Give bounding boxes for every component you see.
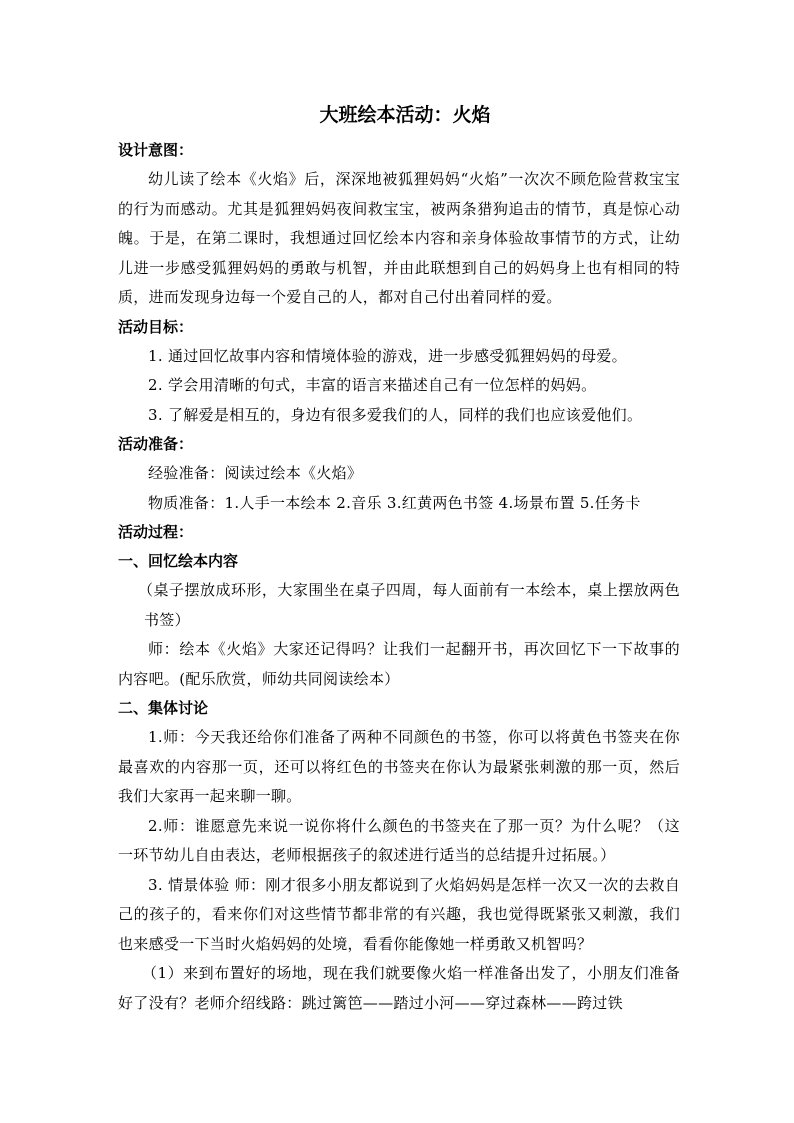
preparation-experience: 经验准备：阅读过绘本《火焰》	[148, 464, 363, 482]
heading-preparation: 活动准备：	[118, 435, 194, 453]
heading-process: 活动过程：	[118, 523, 194, 541]
part2-step1: 1.师：今天我还给你们准备了两种不同颜色的书签，你可以将黄色书签夹在你最喜欢的内容那一页，还可以将红色的书签夹在你认为最紧张刺激的那一页，然后我们大家再一起来聊一聊。	[118, 728, 680, 805]
part2-step3-1: （1）来到布置好的场地，现在我们就要像火焰一样准备出发了，小朋友们准备好了没有？老师介绍线路：跳过篱笆——踏过小河——穿过森林——跨过铁	[118, 964, 680, 1012]
design-intent-paragraph: 幼儿读了绘本《火焰》后，深深地被狐狸妈妈“火焰”一次次不顾危险营救宝宝的行为而感动。尤其是狐狸妈妈夜间救宝宝，被两条猎狗追击的情节，真是惊心动魄。于是，在第二课时，我想通过回忆绘本内容和亲身体验故事情节的方式，让幼儿进一步感受狐狸妈妈的勇敢与机智，并由此联想到自己的妈妈身上也有相同的特质，进而发现身边每一个爱自己的人，都对自己付出着同样的爱。	[118, 170, 680, 306]
document-page	[118, 100, 680, 1018]
heading-design-intent: 设计意图：	[118, 141, 194, 159]
heading-goals: 活动目标：	[118, 317, 194, 336]
heading-part2: 二、集体讨论	[118, 699, 209, 717]
part2-step3: 3. 情景体验 师：刚才很多小朋友都说到了火焰妈妈是怎样一次又一次的去救自己的孩子的，看来你们对这些情节都非常的有兴趣，我也觉得既紧张又刺激，我们也来感受一下当时火焰妈妈的处境，看看你能像她一样勇敢又机智吗？	[118, 875, 680, 953]
heading-part1: 一、回忆绘本内容	[118, 552, 239, 570]
part1-setup: （桌子摆放成环形，大家围坐在桌子四周，每人面前有一本绘本，桌上摆放两色书签）	[138, 581, 680, 629]
goal-item-3: 3. 了解爱是相互的，身边有很多爱我们的人，同样的我们也应该爱他们。	[148, 405, 643, 424]
goal-item-2: 2. 学会用清晰的句式，丰富的语言来描述自己有一位怎样的妈妈。	[148, 376, 597, 394]
part1-teacher: 师：绘本《火焰》大家还记得吗？让我们一起翻开书，再次回忆下一下故事的内容吧。(配乐欣赏，师幼共同阅读绘本）	[118, 640, 680, 688]
goal-item-1: 1. 通过回忆故事内容和情境体验的游戏，进一步感受狐狸妈妈的母爱。	[148, 346, 627, 365]
preparation-materials: 物质准备：1.人手一本绘本 2.音乐 3.红黄两色书签 4.场景布置 5.任务卡	[148, 493, 641, 512]
part2-step2: 2.师：谁愿意先来说一说你将什么颜色的书签夹在了那一页？为什么呢？（这一环节幼儿自由表达，老师根据孩子的叙述进行适当的总结提升过拓展。）	[118, 816, 680, 864]
document-title: 大班绘本活动：火焰	[319, 104, 491, 126]
